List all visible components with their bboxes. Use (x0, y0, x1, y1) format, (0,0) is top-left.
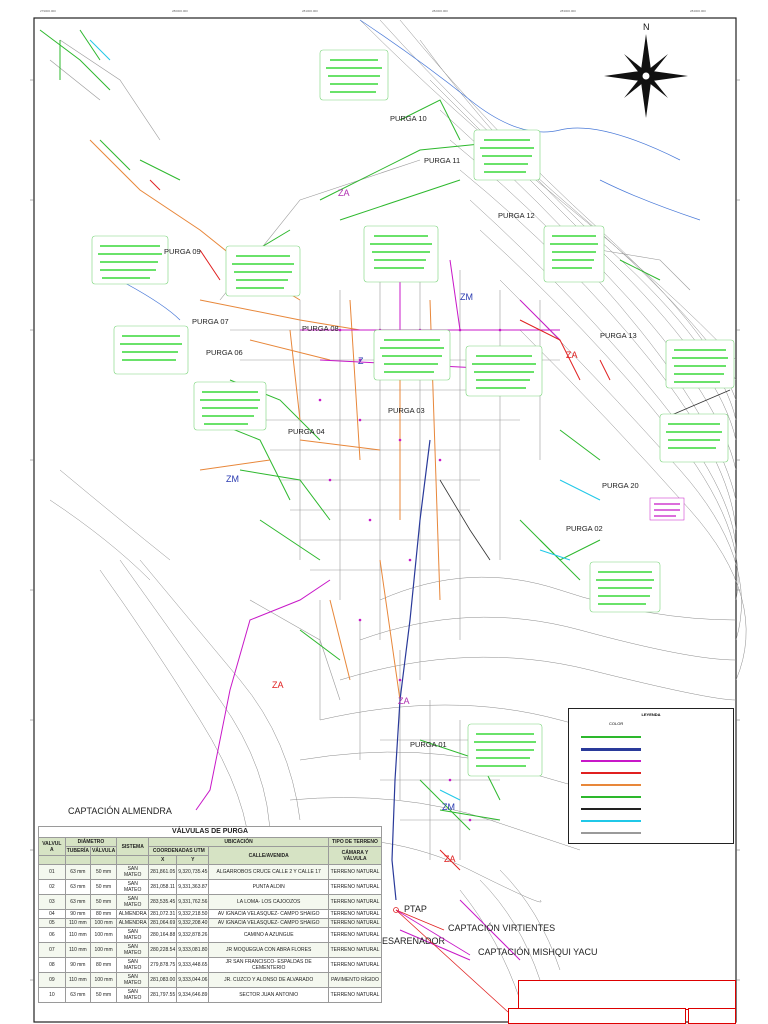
table-cell-n: 06 (39, 928, 66, 943)
table-cell-tub: 63 mm (65, 895, 90, 910)
table-cell-x: 280,228.54 (149, 943, 177, 958)
legend-swatch (581, 748, 641, 751)
purga-label-01: PURGA 01 (410, 740, 447, 749)
table-cell-val: 80 mm (90, 910, 116, 919)
table-title: VÁLVULAS DE PURGA (39, 827, 382, 838)
ptap-label: PTAP (404, 904, 427, 914)
table-row (39, 919, 382, 928)
col-tipo: TIPO DE TERRENO (328, 838, 381, 847)
svg-text:282000.000: 282000.000 (432, 9, 448, 13)
zone-zm-1: ZM (460, 292, 473, 302)
table-cell-tipo: TERRENO NATURAL (328, 865, 381, 880)
north-label: N (643, 22, 650, 32)
table-cell-sis: SAN MATEO (117, 973, 149, 988)
table-cell-y: 9,331,762.56 (177, 895, 209, 910)
zone-za-5: ZA (444, 854, 456, 864)
col-diametro: DIÁMETRO (65, 838, 116, 847)
table-cell-val: 50 mm (90, 988, 116, 1003)
table-cell-calle: JR. CUZCO Y ALONSO DE ALVARADO (209, 973, 329, 988)
table-cell-tub: 110 mm (65, 943, 90, 958)
table-cell-calle: SECTOR JUAN ANTONIO (209, 988, 329, 1003)
table-cell-n: 03 (39, 895, 66, 910)
legend-swatch (581, 772, 641, 774)
table-cell-n: 07 (39, 943, 66, 958)
table-cell-tipo: TERRENO NATURAL (328, 910, 381, 919)
valve-table-body (39, 865, 382, 1003)
table-cell-y: 9,333,081.80 (177, 943, 209, 958)
table-row (39, 928, 382, 943)
legend-row (575, 733, 727, 741)
table-cell-n: 05 (39, 919, 66, 928)
col-coordenadas: COORDENADAS UTM (149, 847, 209, 856)
captacion-almendra-label: CAPTACIÓN ALMENDRA (68, 806, 172, 816)
svg-text:280000.000: 280000.000 (172, 9, 188, 13)
table-cell-tub: 110 mm (65, 919, 90, 928)
col-y: Y (177, 856, 209, 865)
legend-title: LEYENDA (641, 712, 661, 717)
title-block-2 (508, 1008, 686, 1024)
table-cell-n: 09 (39, 973, 66, 988)
table-cell-y: 9,333,448.65 (177, 958, 209, 973)
table-row (39, 988, 382, 1003)
table-cell-sis: SAN MATEO (117, 880, 149, 895)
table-cell-x: 281,083.00 (149, 973, 177, 988)
table-cell-sis: SAN MATEO (117, 943, 149, 958)
col-valvula: VALVUL A (39, 838, 66, 856)
table-cell-sis: ALMENDRA (117, 910, 149, 919)
col-calle: CALLE/AVENIDA (209, 847, 329, 865)
col-sistema: SISTEMA (117, 838, 149, 856)
table-cell-tipo: TERRENO NATURAL (328, 919, 381, 928)
table-cell-sis: SAN MATEO (117, 988, 149, 1003)
table-row (39, 895, 382, 910)
table-cell-n: 02 (39, 880, 66, 895)
table-cell-calle: AV IGNACIA VELASQUEZ- CAMPO SHAIGO (209, 919, 329, 928)
table-cell-y: 9,332,218.50 (178, 911, 208, 917)
table-cell-calle: LA LOMA- LOS CAJOOZOS (209, 895, 329, 910)
legend-swatch (581, 832, 641, 834)
col-tuberia: TUBERÍA (66, 848, 89, 854)
table-cell-tipo: TERRENO NATURAL (328, 895, 381, 910)
desarenador-label: ESARENADOR (382, 936, 446, 946)
svg-text:283000.000: 283000.000 (560, 9, 576, 13)
table-cell-tipo: TERRENO NATURAL (328, 988, 381, 1003)
table-cell-calle: AV IGNACIA VELASQUEZ- CAMPO SHAIGO (209, 910, 329, 919)
purga-label-13: PURGA 13 (600, 331, 637, 340)
table-row (39, 943, 382, 958)
legend-row (575, 781, 727, 789)
table-cell-x: 281,861.05 (149, 865, 177, 880)
purga-label-08: PURGA 08 (302, 324, 339, 333)
table-cell-val: 100 mm (90, 928, 116, 943)
svg-text:279000.000: 279000.000 (40, 9, 56, 13)
table-cell-val: 80 mm (90, 958, 116, 973)
table-row (39, 958, 382, 973)
table-cell-tipo: TERRENO NATURAL (328, 928, 381, 943)
table-cell-calle: JR MOQUEGUA CON ABRA FLORES (209, 943, 329, 958)
zone-za-3: ZA (272, 680, 284, 690)
table-cell-tub: 110 mm (65, 928, 90, 943)
table-cell-tipo: TERRENO NATURAL (328, 958, 381, 973)
table-cell-tub: 110 mm (65, 973, 90, 988)
table-row (39, 973, 382, 988)
table-cell-n: 04 (39, 910, 66, 919)
table-cell-tub: 63 mm (65, 880, 90, 895)
table-cell-sis: SAN MATEO (117, 865, 149, 880)
purga-label-20: PURGA 20 (602, 481, 639, 490)
table-cell-n: 10 (39, 988, 66, 1003)
table-cell-n: 01 (39, 865, 66, 880)
table-cell-y: 9,332,878.26 (177, 928, 209, 943)
zone-zm-2: ZM (226, 474, 239, 484)
table-cell-tub: 90 mm (65, 910, 90, 919)
col-x: X (149, 856, 177, 865)
table-cell-x: 281,797.55 (149, 988, 177, 1003)
captacion-mishqui-label: CAPTACIÓN MISHQUI YACU (478, 947, 598, 957)
valve-purge-table (38, 826, 382, 1003)
purga-label-04: PURGA 04 (288, 427, 325, 436)
legend-swatch (581, 808, 641, 810)
title-block-3 (688, 1008, 736, 1024)
table-cell-val: 100 mm (90, 943, 116, 958)
table-cell-val: 100 mm (90, 919, 116, 928)
table-cell-sis: SAN MATEO (117, 958, 149, 973)
legend-box (568, 708, 734, 844)
purga-label-02: PURGA 02 (566, 524, 603, 533)
legend-row (575, 805, 727, 813)
table-cell-y: 9,332,208.40 (178, 920, 208, 926)
table-cell-calle: PUNTA ALDIN (209, 880, 329, 895)
col-camara: CÁMARA Y VÁLVULA (328, 847, 381, 865)
table-cell-tipo: TERRENO NATURAL (328, 880, 381, 895)
table-cell-x: 281,058.11 (149, 880, 177, 895)
purga-label-11: PURGA 11 (424, 156, 461, 165)
legend-swatch (581, 796, 641, 798)
table-cell-y: 9,333,044.06 (177, 973, 209, 988)
table-cell-tipo: TERRENO NATURAL (328, 943, 381, 958)
purga-label-09: PURGA 09 (164, 247, 201, 256)
table-cell-tipo: PAVIMENTO RÍGIDO (328, 973, 381, 988)
table-cell-x: 283,535.45 (149, 895, 177, 910)
table-cell-calle: JR SAN FRANCISCO- ESPALDAS DE CEMENTERIO (209, 958, 329, 973)
table-cell-y: 9,320,735.45 (177, 865, 209, 880)
zone-za-2: ZA (566, 350, 578, 360)
table-row (39, 910, 382, 919)
table-cell-sis: SAN MATEO (117, 928, 149, 943)
table-cell-x: 281,064.69 (150, 920, 176, 926)
legend-row (575, 745, 727, 753)
col-ubicacion: UBICACIÓN (149, 838, 329, 847)
legend-col-header: COLOR (609, 721, 624, 726)
table-cell-x: 279,878.75 (149, 958, 177, 973)
table-cell-calle: ALGARROBOS CRUCE CALLE 2 Y CALLE 17 (209, 865, 329, 880)
table-cell-val: 50 mm (90, 895, 116, 910)
purga-label-06: PURGA 06 (206, 348, 243, 357)
table-cell-calle: CAMINO A AZUNGUE (209, 928, 329, 943)
table-cell-sis: ALMENDRA (117, 919, 149, 928)
legend-swatch (581, 760, 641, 762)
table-cell-tub: 63 mm (65, 865, 90, 880)
table-cell-tub: 63 mm (65, 988, 90, 1003)
purga-label-12: PURGA 12 (498, 211, 535, 220)
table-cell-val: 50 mm (90, 865, 116, 880)
legend-row (575, 829, 727, 837)
title-block (518, 980, 736, 1010)
legend-row (575, 757, 727, 765)
zone-zm-3: ZM (442, 802, 455, 812)
purga-label-10: PURGA 10 (390, 114, 427, 123)
legend-swatch (581, 820, 641, 822)
table-cell-val: 100 mm (90, 973, 116, 988)
zone-za-1: ZA (338, 188, 350, 198)
svg-text:284000.000: 284000.000 (690, 9, 706, 13)
table-cell-x: 280,164.88 (149, 928, 177, 943)
col-valvula-diam: VÁLVULA (91, 848, 116, 854)
captacion-virtientes-label: CAPTACIÓN VIRTIENTES (448, 923, 556, 933)
purga-label-07: PURGA 07 (192, 317, 229, 326)
table-row (39, 880, 382, 895)
legend-row (575, 769, 727, 777)
table-cell-y: 9,331,363.87 (177, 880, 209, 895)
zone-za-4: ZA (398, 696, 410, 706)
legend-swatch (581, 736, 641, 738)
table-cell-y: 9,334,646.89 (177, 988, 209, 1003)
table-row (39, 865, 382, 880)
legend-row (575, 793, 727, 801)
table-cell-val: 50 mm (90, 880, 116, 895)
svg-text:281000.000: 281000.000 (302, 9, 318, 13)
purple-note (650, 498, 684, 520)
table-cell-tub: 90 mm (65, 958, 90, 973)
legend-row (575, 817, 727, 825)
table-cell-n: 08 (39, 958, 66, 973)
legend-swatch (581, 784, 641, 786)
table-cell-sis: SAN MATEO (117, 895, 149, 910)
table-cell-x: 281,072.31 (150, 911, 176, 917)
zone-z-1: Z (358, 356, 364, 366)
purga-label-03: PURGA 03 (388, 406, 425, 415)
top-coordinate-ticks (40, 9, 706, 13)
